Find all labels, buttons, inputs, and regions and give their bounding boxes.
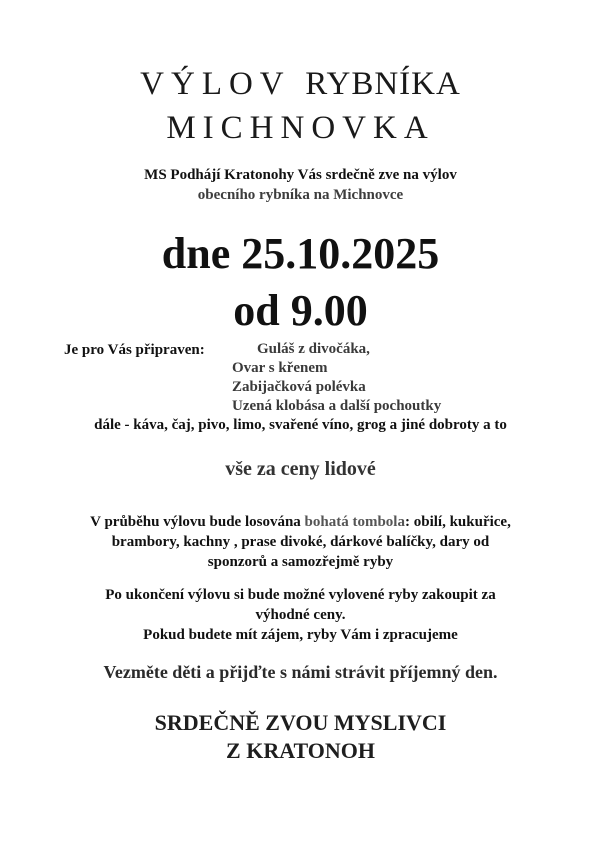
raffle-line-3: sponzorů a samozřejmě ryby bbox=[207, 554, 394, 570]
raffle-highlight: bohatá tombola bbox=[304, 514, 405, 530]
sale-line-2: výhodné ceny. bbox=[255, 607, 346, 623]
invitation-line-1: MS Podhájí Kratonohy Vás srdečně zve na výlov bbox=[144, 167, 457, 183]
sale-line-3: Pokud budete mít zájem, ryby Vám i zpracujeme bbox=[143, 627, 458, 643]
title-line-2: MICHNOVKA bbox=[166, 110, 435, 146]
menu-item-ovar: Ovar s křenem bbox=[232, 360, 328, 376]
menu-item-gulas: Guláš z divočáka, bbox=[257, 341, 370, 357]
raffle-line-1-a: V průběhu výlovu bude losována bbox=[90, 514, 305, 530]
title-line-1 bbox=[0, 64, 601, 104]
prices-note: vše za ceny lidové bbox=[225, 458, 376, 480]
title-word-rybnika: RYBNÍKA bbox=[305, 66, 461, 102]
event-time: od 9.00 bbox=[233, 286, 368, 335]
menu-item-klobasa: Uzená klobása a další pochoutky bbox=[232, 398, 442, 414]
event-date: dne 25.10.2025 bbox=[161, 229, 440, 278]
raffle-line-1 bbox=[0, 512, 601, 532]
menu-item-polevka: Zabijačková polévka bbox=[232, 379, 366, 395]
closing-line-2: Z KRATONOH bbox=[226, 738, 375, 763]
menu-label: Je pro Vás připraven: bbox=[64, 342, 205, 358]
drinks-line: dále - káva, čaj, pivo, limo, svařené víno, grog a jiné dobroty a to bbox=[94, 417, 507, 433]
closing-line-1: SRDEČNĚ ZVOU MYSLIVCI bbox=[154, 710, 447, 735]
closing-signature bbox=[0, 709, 601, 765]
raffle-line-2: brambory, kachny , prase divoké, dárkové balíčky, dary od bbox=[111, 534, 490, 550]
menu-list bbox=[232, 340, 441, 416]
fish-sale-paragraph bbox=[0, 585, 601, 645]
raffle-line-1-c: : obilí, kukuřice, bbox=[404, 514, 511, 530]
invite-line: Vezměte děti a přijďte s námi strávit příjemný den. bbox=[103, 662, 498, 682]
title-word-vylov: VÝLOV bbox=[140, 66, 291, 102]
sale-line-1: Po ukončení výlovu si bude možné vylovené ryby zakoupit za bbox=[105, 587, 496, 603]
raffle-paragraph bbox=[0, 512, 601, 572]
invitation-line-2: obecního rybníka na Michnovce bbox=[197, 187, 404, 203]
